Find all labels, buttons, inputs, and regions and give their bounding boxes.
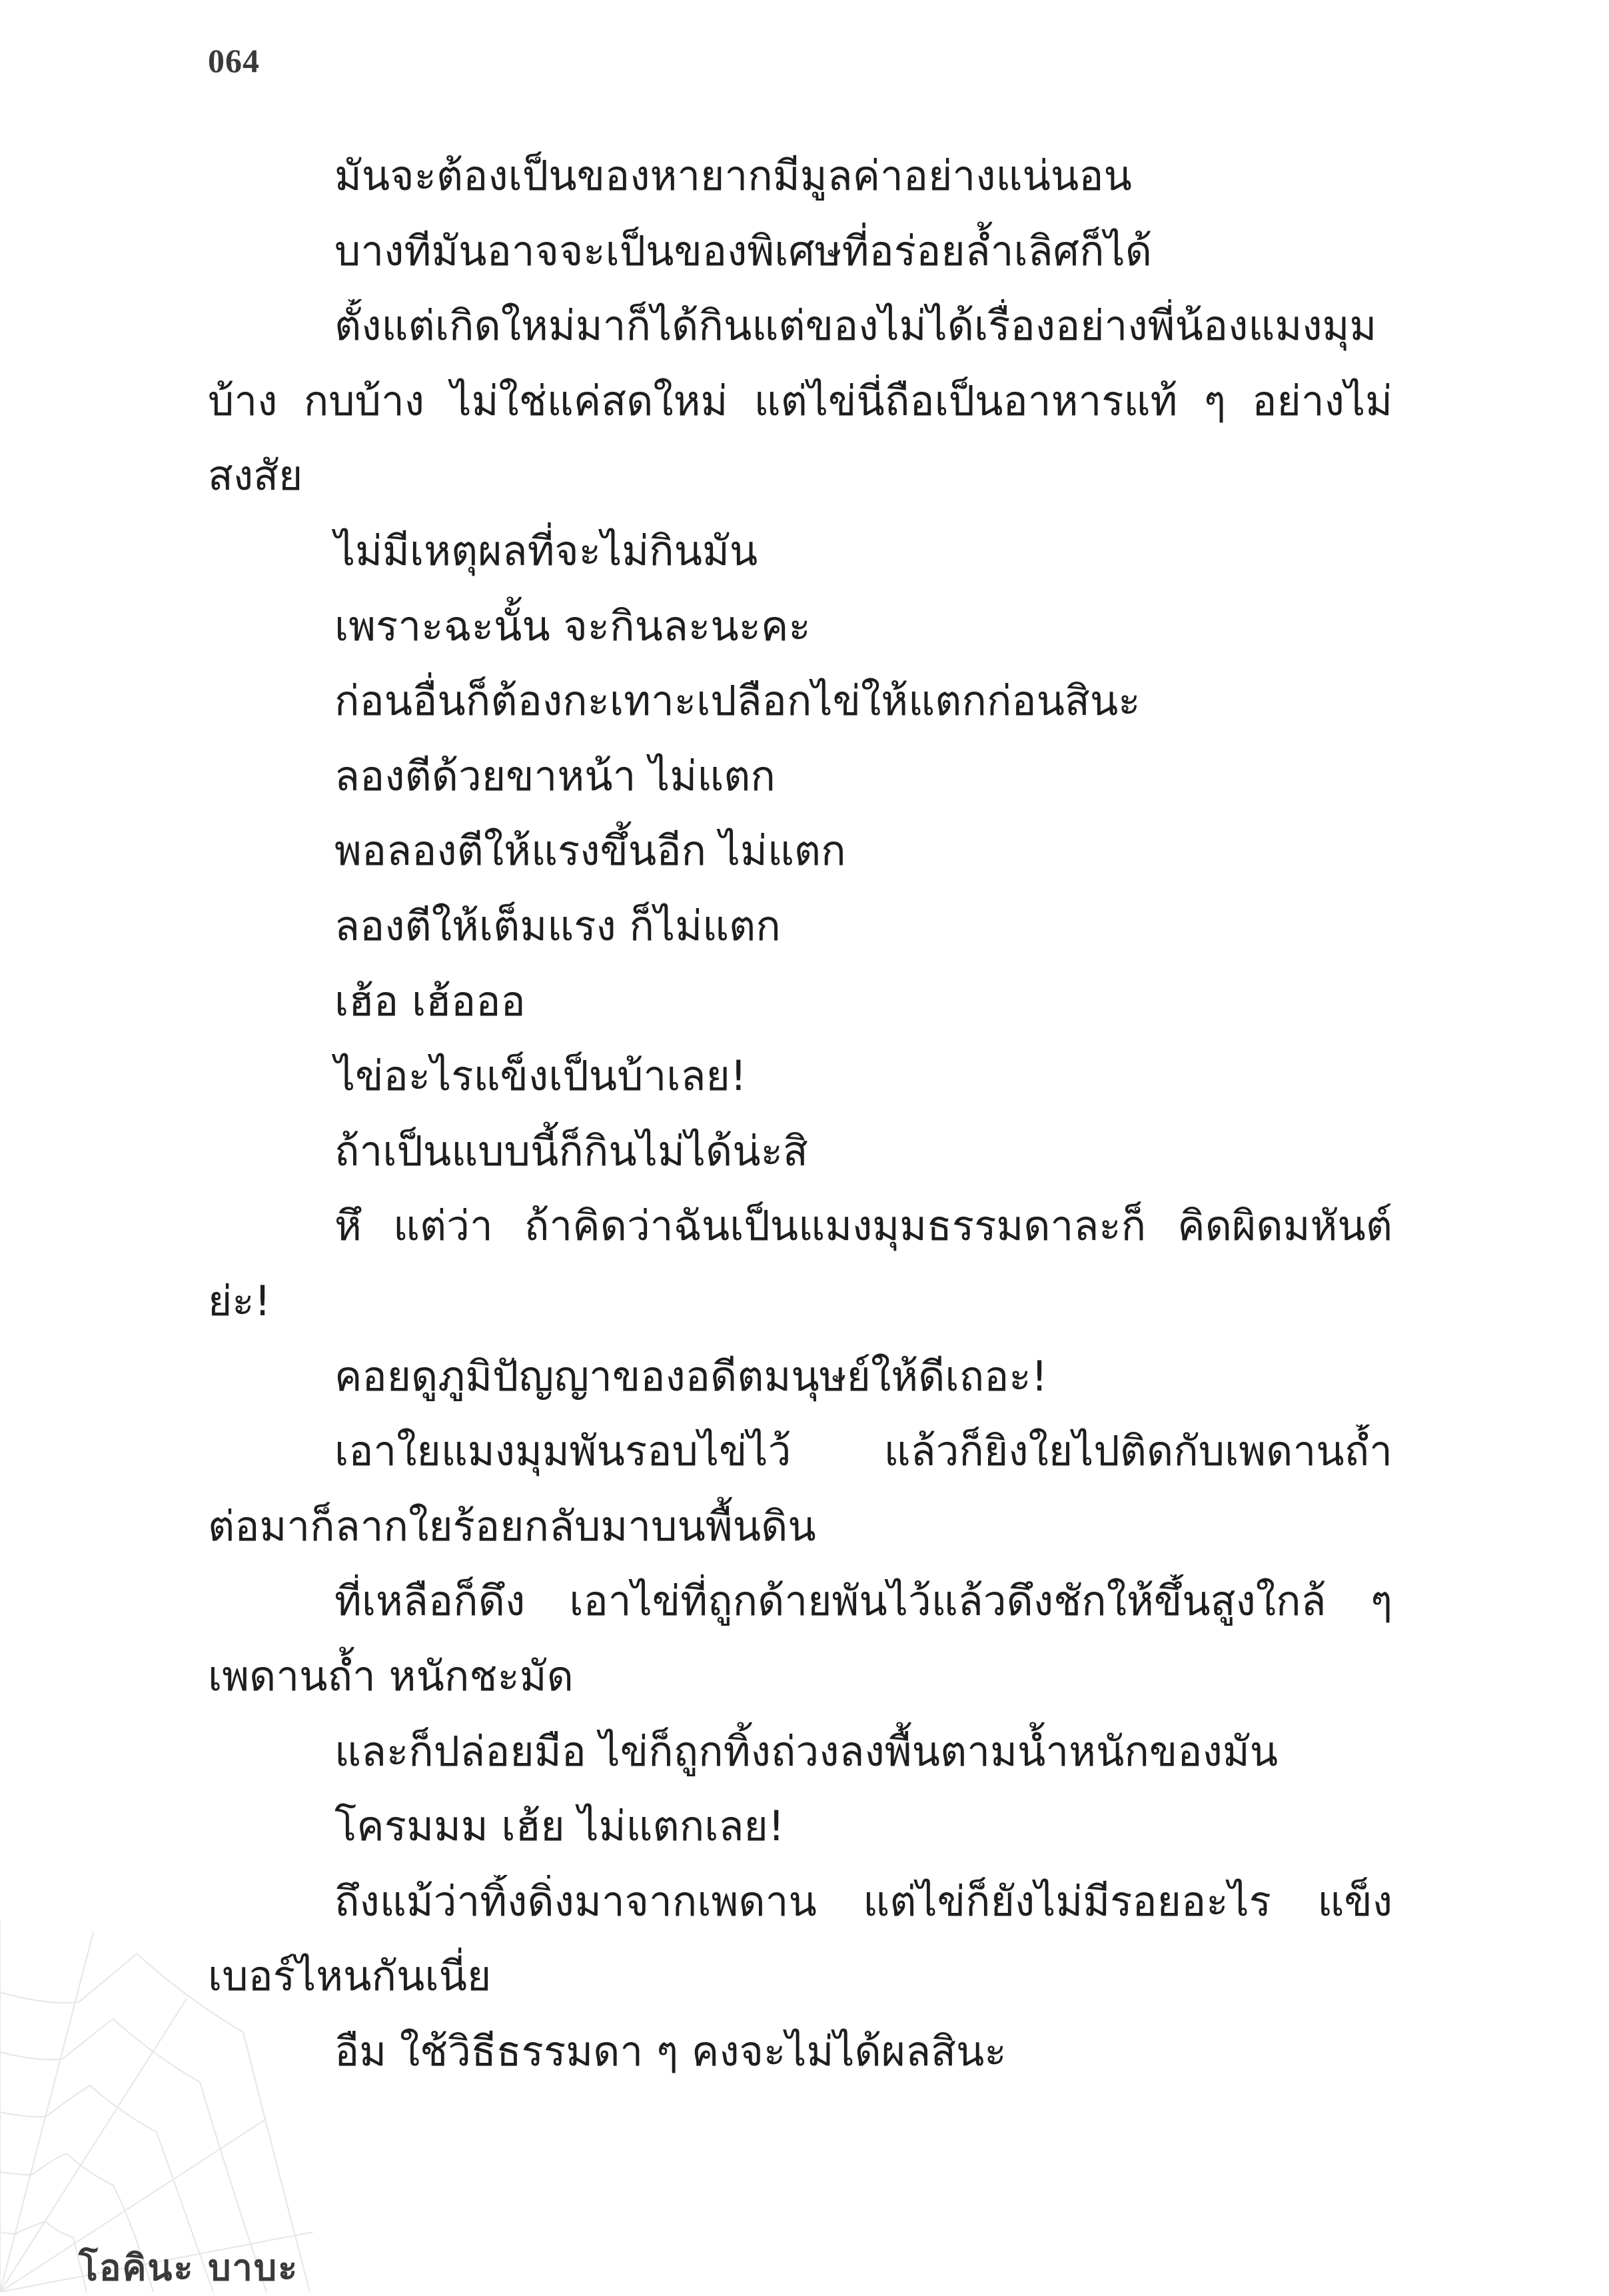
text-line: ไข่อะไรแข็งเป็นบ้าเลย! (334, 1051, 747, 1100)
text-line: สงสัย (208, 451, 303, 500)
text-line: คอยดูภูมิปัญญาของอดีตมนุษย์ให้ดีเถอะ! (334, 1352, 1048, 1401)
spider-web-decoration (0, 1919, 313, 2292)
text-line: เฮ้อ เฮ้อออ (334, 977, 526, 1025)
text-line: ตั้งแต่เกิดใหม่มาก็ได้กินแต่ของไม่ได้เรื่องอย่างพี่น้องแมงมุม (334, 301, 1377, 350)
text-line: หึ แต่ว่า ถ้าคิดว่าฉันเป็นแมงมุมธรรมดาละก็ คิดผิดมหันต์ (334, 1201, 1392, 1250)
text-line: มันจะต้องเป็นของหายากมีมูลค่าอย่างแน่นอน (334, 151, 1132, 200)
text-line: ต่อมาก็ลากใยร้อยกลับมาบนพื้นดิน (208, 1502, 816, 1550)
text-line: โครมมม เฮ้ย ไม่แตกเลย! (334, 1802, 785, 1850)
text-line: อืม ใช้วิธีธรรมดา ๆ คงจะไม่ได้ผลสินะ (334, 2027, 1007, 2075)
text-line: เพราะฉะนั้น จะกินละนะคะ (334, 602, 811, 650)
text-line: ย่ะ! (208, 1277, 271, 1325)
text-line: ไม่มีเหตุผลที่จะไม่กินมัน (334, 526, 758, 575)
page-number: 064 (208, 42, 260, 79)
text-line: เอาใยแมงมุมพันรอบไข่ไว้ แล้วก็ยิงใยไปติดกับเพดานถ้ำ (334, 1427, 1392, 1475)
text-line: ลองตีด้วยขาหน้า ไม่แตก (334, 752, 776, 800)
text-line: พอลองตีให้แรงขึ้นอีก ไม่แตก (334, 826, 846, 875)
text-line: ที่เหลือก็ดึง เอาไข่ที่ถูกด้ายพันไว้แล้วดึงชักให้ขึ้นสูงใกล้ ๆ (334, 1576, 1392, 1625)
text-line: ลองตีให้เต็มแรง ก็ไม่แตก (334, 901, 781, 950)
text-line: บางทีมันอาจจะเป็นของพิเศษที่อร่อยล้ำเลิศก็ได้ (334, 227, 1152, 275)
book-title-footer: โอคินะ บาบะ (79, 2247, 299, 2289)
text-line: เพดานถ้ำ หนักชะมัด (208, 1652, 574, 1700)
text-line: และก็ปล่อยมือ ไข่ก็ถูกทิ้งถ่วงลงพื้นตามน้ำหนักของมัน (334, 1727, 1279, 1776)
text-line: บ้าง กบบ้าง ไม่ใช่แค่สดใหม่ แต่ไข่นี่ถือเป็นอาหารแท้ ๆ อย่างไม่ (208, 376, 1392, 425)
text-line: ถึงแม้ว่าทิ้งดิ่งมาจากเพดาน แต่ไข่ก็ยังไม่มีรอยอะไร แข็ง (334, 1877, 1392, 1926)
text-line: ถ้าเป็นแบบนี้ก็กินไม่ได้น่ะสิ (334, 1127, 808, 1175)
text-line: เบอร์ไหนกันเนี่ย (208, 1952, 492, 2000)
text-line: ก่อนอื่นก็ต้องกะเทาะเปลือกไข่ให้แตกก่อนสินะ (334, 676, 1141, 725)
